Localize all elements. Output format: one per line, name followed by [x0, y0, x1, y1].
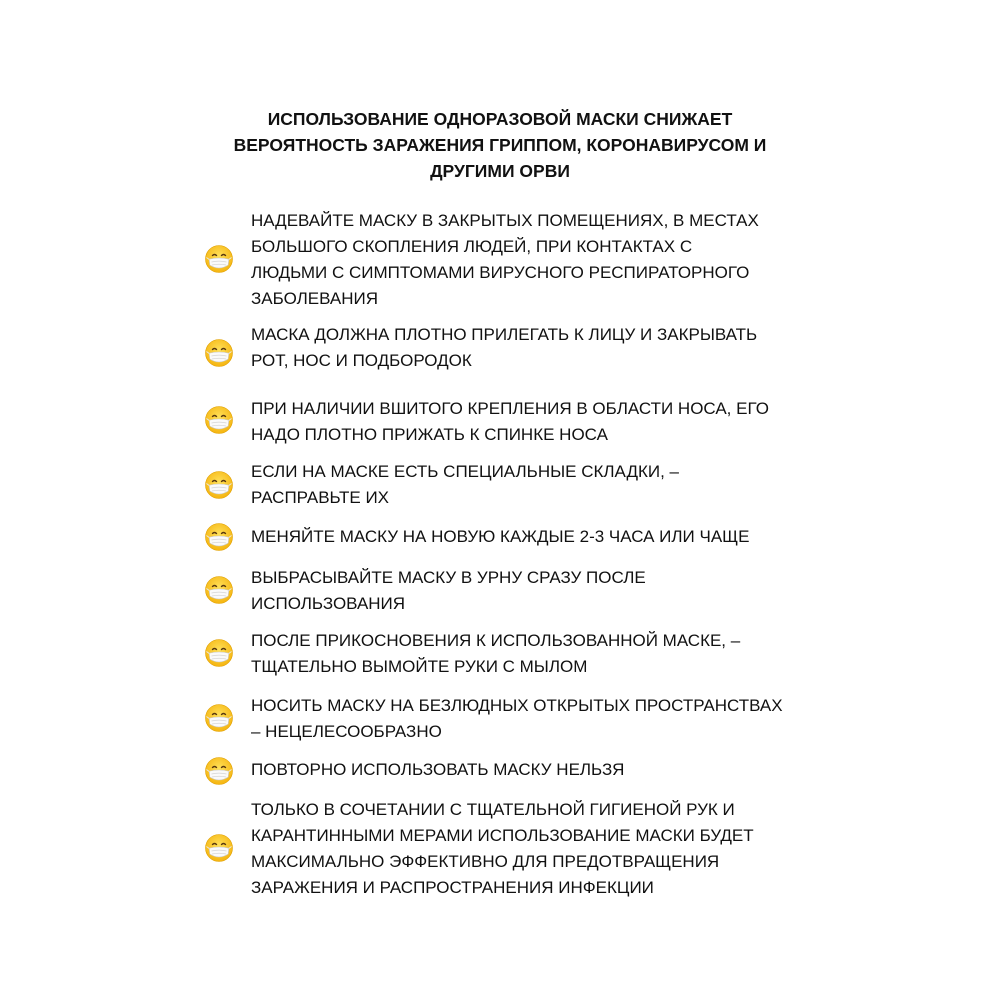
- list-item-line: ЗАРАЖЕНИЯ И РАСПРОСТРАНЕНИЯ ИНФЕКЦИИ: [251, 878, 654, 897]
- title-line: ВЕРОЯТНОСТЬ ЗАРАЖЕНИЯ ГРИППОМ, КОРОНАВИРУСОМ И: [233, 135, 767, 155]
- list-item-line: БОЛЬШОГО СКОПЛЕНИЯ ЛЮДЕЙ, ПРИ КОНТАКТАХ С: [251, 237, 693, 256]
- list-item-text: [251, 524, 811, 550]
- list-item-text: [251, 322, 811, 374]
- face-with-medical-mask-icon: [204, 638, 234, 668]
- list-item-line: РАСПРАВЬТЕ ИХ: [251, 488, 390, 507]
- list-item-line: НОСИТЬ МАСКУ НА БЕЗЛЮДНЫХ ОТКРЫТЫХ ПРОСТРАНСТВАХ: [251, 696, 783, 715]
- face-with-medical-mask-icon: [204, 703, 234, 733]
- list-item-line: МЕНЯЙТЕ МАСКУ НА НОВУЮ КАЖДЫЕ 2-3 ЧАСА ИЛИ ЧАЩЕ: [251, 527, 750, 546]
- list-item-text: [251, 628, 811, 680]
- face-with-medical-mask-icon: [204, 405, 234, 435]
- face-with-medical-mask-icon: [204, 244, 234, 274]
- list-item-text: [251, 693, 811, 745]
- list-item-line: ВЫБРАСЫВАЙТЕ МАСКУ В УРНУ СРАЗУ ПОСЛЕ: [251, 568, 646, 587]
- list-item-text: [251, 208, 811, 312]
- face-with-medical-mask-icon: [204, 575, 234, 605]
- list-item-line: ТЩАТЕЛЬНО ВЫМОЙТЕ РУКИ С МЫЛОМ: [251, 657, 588, 676]
- list-item-line: – НЕЦЕЛЕСООБРАЗНО: [251, 722, 442, 741]
- face-with-medical-mask-icon: [204, 470, 234, 500]
- list-item-line: ИСПОЛЬЗОВАНИЯ: [251, 594, 406, 613]
- page-title: [200, 106, 800, 184]
- list-item-line: РОТ, НОС И ПОДБОРОДОК: [251, 351, 472, 370]
- face-with-medical-mask-icon: [204, 338, 234, 368]
- list-item-line: ЗАБОЛЕВАНИЯ: [251, 289, 378, 308]
- list-item-line: ЛЮДЬМИ С СИМПТОМАМИ ВИРУСНОГО РЕСПИРАТОРНОГО: [251, 263, 750, 282]
- list-item-text: [251, 565, 811, 617]
- face-with-medical-mask-icon: [204, 756, 234, 786]
- list-item-text: [251, 396, 811, 448]
- list-item-line: НАДО ПЛОТНО ПРИЖАТЬ К СПИНКЕ НОСА: [251, 425, 608, 444]
- list-item-line: МАКСИМАЛЬНО ЭФФЕКТИВНО ДЛЯ ПРЕДОТВРАЩЕНИЯ: [251, 852, 720, 871]
- list-item-line: МАСКА ДОЛЖНА ПЛОТНО ПРИЛЕГАТЬ К ЛИЦУ И ЗАКРЫВАТЬ: [251, 325, 758, 344]
- list-item-line: КАРАНТИННЫМИ МЕРАМИ ИСПОЛЬЗОВАНИЕ МАСКИ БУДЕТ: [251, 826, 754, 845]
- face-with-medical-mask-icon: [204, 522, 234, 552]
- list-item-line: ПОВТОРНО ИСПОЛЬЗОВАТЬ МАСКУ НЕЛЬЗЯ: [251, 760, 625, 779]
- face-with-medical-mask-icon: [204, 833, 234, 863]
- title-line: ИСПОЛЬЗОВАНИЕ ОДНОРАЗОВОЙ МАСКИ СНИЖАЕТ: [267, 109, 733, 129]
- list-item-line: НАДЕВАЙТЕ МАСКУ В ЗАКРЫТЫХ ПОМЕЩЕНИЯХ, В МЕСТАХ: [251, 211, 759, 230]
- list-item-line: ЕСЛИ НА МАСКЕ ЕСТЬ СПЕЦИАЛЬНЫЕ СКЛАДКИ, –: [251, 462, 679, 481]
- list-item-text: [251, 797, 811, 901]
- title-line: ДРУГИМИ ОРВИ: [430, 161, 570, 181]
- list-item-text: [251, 757, 811, 783]
- list-item-line: ПОСЛЕ ПРИКОСНОВЕНИЯ К ИСПОЛЬЗОВАННОЙ МАСКЕ, –: [251, 631, 741, 650]
- list-item-line: ПРИ НАЛИЧИИ ВШИТОГО КРЕПЛЕНИЯ В ОБЛАСТИ НОСА, ЕГО: [251, 399, 769, 418]
- list-item-line: ТОЛЬКО В СОЧЕТАНИИ С ТЩАТЕЛЬНОЙ ГИГИЕНОЙ РУК И: [251, 800, 735, 819]
- list-item-text: [251, 459, 811, 511]
